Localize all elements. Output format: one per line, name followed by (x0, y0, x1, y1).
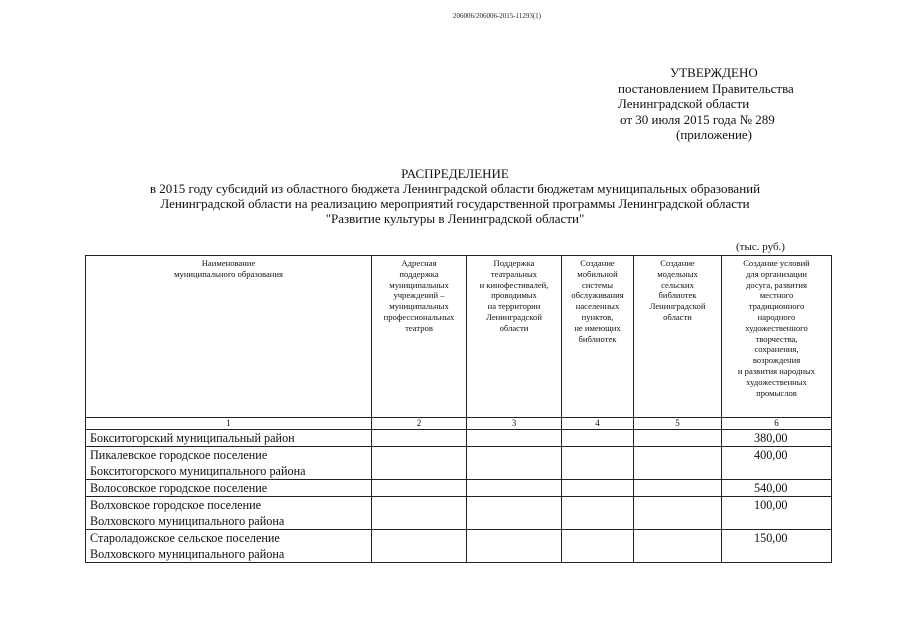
table-body (86, 418, 832, 563)
column-header-line: муниципальных (389, 279, 449, 290)
approval-line-4: (приложение) (676, 127, 753, 142)
column-header-line: традиционного (748, 301, 805, 312)
column-header-text (562, 256, 633, 344)
value-cell-c2 (372, 480, 467, 497)
value-cell-c2 (372, 447, 467, 480)
value-cell-c5 (634, 480, 722, 497)
table-row (86, 447, 832, 480)
column-header-line: библиотек (658, 290, 697, 301)
value-cell-c3 (467, 430, 562, 447)
value-cell-c3 (467, 447, 562, 480)
column-header-line: населенных (575, 301, 620, 312)
column-header-line: не имеющих (574, 322, 621, 333)
value-cell-c4 (562, 480, 634, 497)
municipality-name-line: Староладожское сельское поселение (90, 531, 280, 545)
approval-title: УТВЕРЖДЕНО (670, 65, 758, 80)
value-cell-c5 (634, 430, 722, 447)
municipality-name-line: Бокситогорского муниципального района (90, 464, 306, 478)
value-cell-c5 (634, 447, 722, 480)
column-header-line: народного (757, 311, 796, 322)
column-header-line: муниципальных (389, 301, 449, 312)
column-header-line: Ленинградской (649, 301, 706, 312)
column-header-text (634, 256, 721, 323)
column-number-row (86, 418, 832, 430)
municipality-name-cell (86, 447, 372, 480)
municipality-name-line: Волховского муниципального района (90, 547, 285, 561)
value-cell-c6: 150,00 (722, 530, 832, 563)
value-cell-c4 (562, 447, 634, 480)
municipality-name-cell (86, 480, 372, 497)
heading-line-3: "Развитие культуры в Ленинградской области" (325, 211, 585, 226)
column-header-line: проводимых (491, 290, 537, 301)
column-header-3 (467, 256, 562, 418)
value-cell-c3 (467, 480, 562, 497)
approval-line-3: от 30 июля 2015 года № 289 (620, 111, 775, 127)
value-cell-c6: 400,00 (722, 447, 832, 480)
municipality-name-line: Пикалевское городское поселение (90, 448, 268, 462)
column-header-line: Создание (660, 258, 695, 268)
value-cell-c6: 380,00 (722, 430, 832, 447)
value-cell-c5 (634, 497, 722, 530)
column-header-line: сохранения, (754, 344, 799, 355)
document-id: 206006/206006-2015-11293(1) (453, 12, 542, 20)
column-header-line: сельских (661, 279, 694, 290)
approval-line-1: постановлением Правительства (618, 80, 794, 96)
column-header-line: Поддержка (493, 258, 535, 268)
municipality-name-cell (86, 497, 372, 530)
value-cell-c5 (634, 530, 722, 563)
column-header-line: Наименование (201, 258, 256, 268)
column-header-1 (86, 256, 372, 418)
municipality-name-line: Бокситогорский муниципальный район (90, 431, 295, 445)
column-number: 6 (722, 418, 832, 430)
column-header-line: театров (405, 322, 433, 333)
column-number: 5 (634, 418, 722, 430)
value-cell-c2 (372, 497, 467, 530)
distribution-table (85, 255, 832, 563)
column-header-2 (372, 256, 467, 418)
column-header-line: поддержка (399, 268, 439, 279)
value-cell-c3 (467, 530, 562, 563)
column-header-line: для организации (746, 268, 807, 279)
column-header-text (467, 256, 561, 334)
value-cell-c4 (562, 430, 634, 447)
municipality-name-line: Волховское городское поселение (90, 498, 262, 512)
distribution-table-container (85, 255, 832, 563)
column-header-line: профессиональных (383, 311, 455, 322)
column-header-line: промыслов (756, 387, 797, 398)
column-header-line: мобильной (577, 268, 618, 279)
column-header-line: Создание (580, 258, 615, 268)
value-cell-c2 (372, 430, 467, 447)
column-header-line: Создание условий (743, 258, 810, 268)
column-header-line: возрождения (752, 355, 801, 366)
column-header-line: модельных (657, 268, 698, 279)
table-row (86, 430, 832, 447)
column-header-line: и кинофестивалей, (479, 279, 549, 290)
table-row (86, 530, 832, 563)
column-number: 4 (562, 418, 634, 430)
column-header-line: на территории (487, 301, 541, 312)
approval-line-2: Ленинградской области (618, 96, 750, 111)
value-cell-c6: 100,00 (722, 497, 832, 530)
value-cell-c3 (467, 497, 562, 530)
value-cell-c4 (562, 497, 634, 530)
heading-line-1: в 2015 году субсидий из областного бюджета Ленинградской области бюджетам муниципальных образований (149, 181, 761, 196)
value-cell-c2 (372, 530, 467, 563)
municipality-name-line: Волосовское городское поселение (90, 481, 268, 495)
column-number: 3 (467, 418, 562, 430)
column-header-line: творчества, (755, 333, 798, 344)
table-row (86, 497, 832, 530)
municipality-name-cell (86, 430, 372, 447)
column-header-line: и развития народных (737, 365, 816, 376)
column-header-line: системы (581, 279, 613, 290)
column-header-line: театральных (490, 268, 538, 279)
column-header-text (722, 256, 831, 398)
column-header-line: области (663, 311, 692, 322)
value-cell-c4 (562, 530, 634, 563)
column-header-line: местного (759, 290, 794, 301)
column-header-line: Адресная (401, 258, 437, 268)
column-header-4 (562, 256, 634, 418)
column-header-text (372, 256, 466, 334)
column-number: 1 (86, 418, 372, 430)
column-header-line: муниципального образования (174, 268, 283, 279)
column-header-line: области (499, 322, 529, 333)
approval-stamp (618, 65, 868, 143)
value-cell-c6: 540,00 (722, 480, 832, 497)
header-row (86, 256, 832, 418)
column-header-6 (722, 256, 832, 418)
table-row (86, 480, 832, 497)
column-header-line: художественного (745, 322, 808, 333)
heading-line-2: Ленинградской области на реализацию мероприятий государственной программы Ленинградской области (160, 196, 750, 211)
column-header-line: библиотек (578, 333, 617, 344)
column-header-line: обслуживания (571, 290, 624, 301)
column-header-line: пунктов, (581, 311, 614, 322)
column-header-line: досуга, развития (746, 279, 807, 290)
municipality-name-cell (86, 530, 372, 563)
municipality-name-line: Волховского муниципального района (90, 514, 285, 528)
units-label: (тыс. руб.) (736, 241, 785, 253)
column-header-line: Ленинградской (486, 311, 542, 322)
heading-title: РАСПРЕДЕЛЕНИЕ (401, 166, 509, 181)
column-header-text (86, 256, 371, 280)
column-header-5 (634, 256, 722, 418)
column-header-line: учреждений – (393, 290, 445, 301)
column-header-line: художественных (746, 376, 807, 387)
column-number: 2 (372, 418, 467, 430)
document-heading (95, 166, 815, 226)
